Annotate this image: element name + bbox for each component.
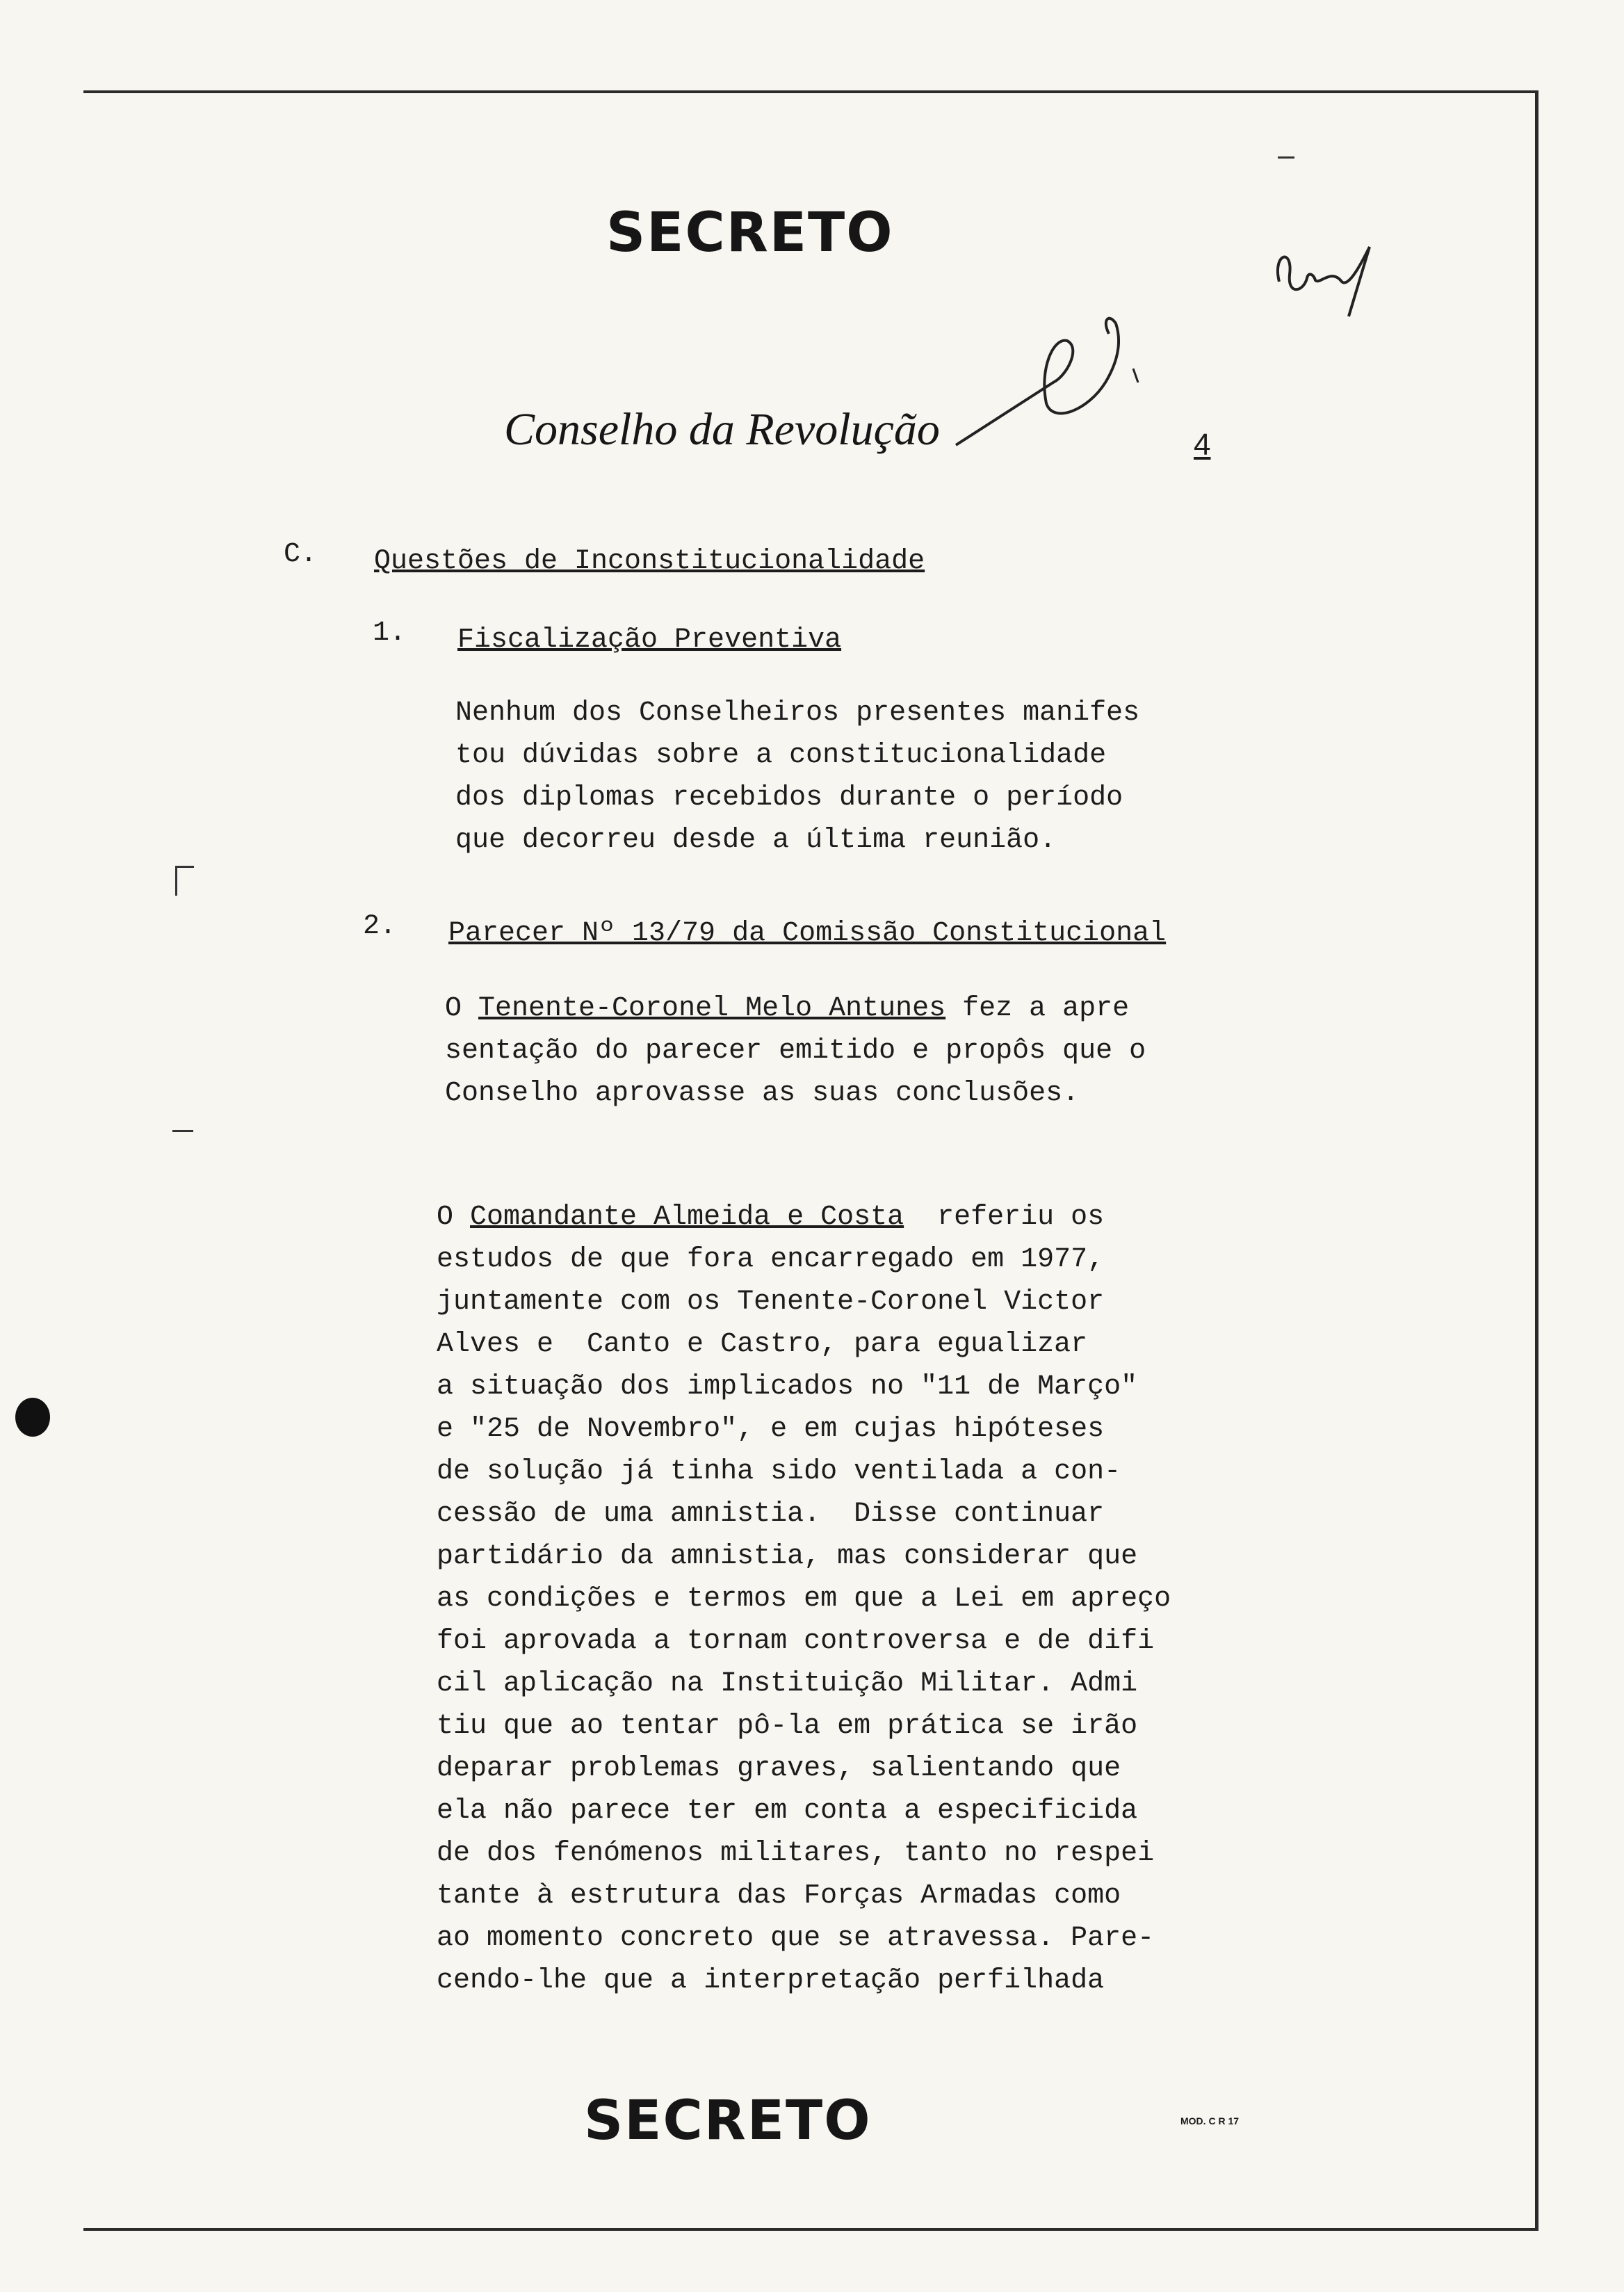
text-line: cessão de uma amnistia. Disse continuar [437, 1499, 1105, 1530]
text-line: dos diplomas recebidos durante o período [455, 782, 1123, 814]
text-line: tou dúvidas sobre a constitucionalidade [455, 740, 1107, 771]
text-line: de solução já tinha sido ventilada a con- [437, 1456, 1121, 1487]
margin-mark [172, 1130, 193, 1132]
text-line: e "25 de Novembro", e em cujas hipóteses [437, 1414, 1105, 1445]
text-line: Alves e Canto e Castro, para egualizar [437, 1329, 1088, 1360]
text-line: cil aplicação na Instituição Militar. Admi [437, 1668, 1138, 1700]
text-line: ao momento concreto que se atravessa. Pare- [437, 1923, 1155, 1954]
item-title-1: Fiscalização Preventiva [457, 624, 842, 656]
classification-stamp-bottom: SECRETO [584, 2090, 872, 2152]
section-title: Questões de Inconstitucionalidade [374, 546, 925, 577]
text-prefix: O [445, 993, 479, 1024]
text-prefix: O [437, 1202, 471, 1233]
text-line: estudos de que fora encarregado em 1977, [437, 1244, 1105, 1275]
text-line: foi aprovada a tornam controversa e de difi [437, 1626, 1155, 1657]
paragraph-fiscalizacao [455, 692, 1139, 862]
text-line: as condições e termos em que a Lei em apreço [437, 1583, 1171, 1615]
margin-mark [1278, 156, 1294, 159]
margin-mark [175, 866, 194, 896]
handwritten-initials [1265, 240, 1383, 330]
organization-header: Conselho da Revolução [504, 404, 940, 455]
section-marker: C. [284, 539, 318, 570]
text-line: tante à estrutura das Forças Armadas como [437, 1880, 1121, 1912]
handwritten-signature [949, 306, 1158, 459]
text-line: referiu os [904, 1202, 1105, 1233]
text-line: de dos fenómenos militares, tanto no respei [437, 1838, 1155, 1869]
ink-blot [15, 1398, 50, 1437]
text-line: sentação do parecer emitido e propôs que o [445, 1035, 1146, 1067]
speaker-name: Comandante Almeida e Costa [470, 1202, 904, 1233]
text-line: deparar problemas graves, salientando que [437, 1753, 1121, 1784]
text-line: Conselho aprovasse as suas conclusões. [445, 1078, 1080, 1109]
paragraph-melo-antunes [445, 987, 1146, 1115]
text-line: que decorreu desde a última reunião. [455, 825, 1057, 856]
page-number: 4 [1194, 428, 1211, 462]
item-title-2: Parecer Nº 13/79 da Comissão Constitucional [448, 918, 1167, 949]
text-line: fez a apre [945, 993, 1130, 1024]
classification-stamp-top: SECRETO [606, 202, 894, 264]
text-line: partidário da amnistia, mas considerar que [437, 1541, 1138, 1572]
paragraph-almeida-costa [437, 1196, 1171, 2002]
text-line: a situação dos implicados no "11 de Março" [437, 1371, 1138, 1403]
text-line: juntamente com os Tenente-Coronel Victor [437, 1286, 1105, 1318]
text-line: tiu que ao tentar pô-la em prática se irão [437, 1711, 1138, 1742]
text-line: ela não parece ter em conta a especificida [437, 1795, 1138, 1827]
item-number-2: 2. [363, 911, 397, 942]
item-number-1: 1. [373, 618, 407, 649]
form-code: MOD. C R 17 [1180, 2115, 1240, 2126]
speaker-name: Tenente-Coronel Melo Antunes [478, 993, 946, 1024]
text-line: Nenhum dos Conselheiros presentes manifes [455, 697, 1140, 729]
text-line: cendo-lhe que a interpretação perfilhada [437, 1965, 1105, 1996]
